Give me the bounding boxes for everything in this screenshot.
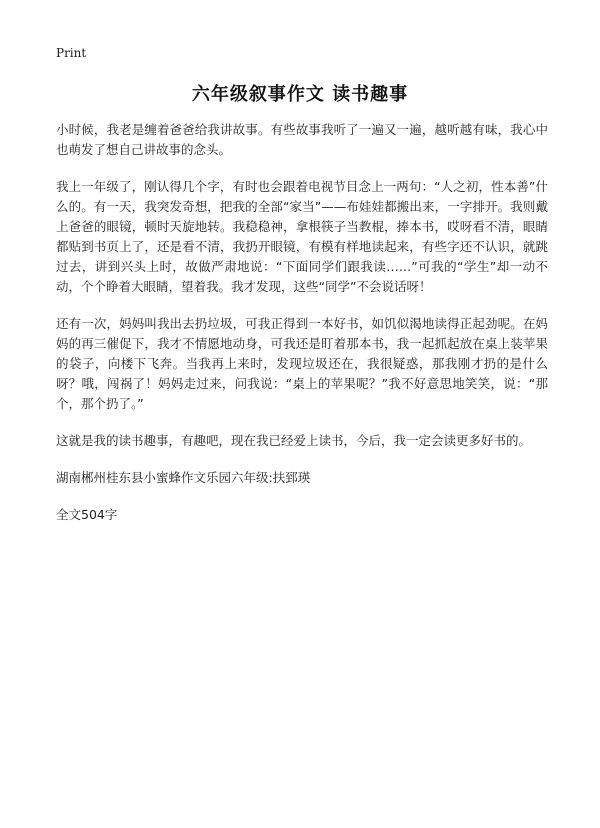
article-title: 六年级叙事作文 读书趣事 [191, 84, 409, 105]
print-link[interactable]: Print [56, 46, 87, 60]
paragraph-4: 这就是我的读书趣事，有趣吧，现在我已经爱上读书，今后，我一定会读更多好书的。 [56, 433, 532, 448]
word-count: 全文504字 [56, 507, 118, 522]
author-byline: 湖南郴州桂东县小蜜蜂作文乐园六年级:扶郅瑛 [56, 470, 311, 485]
paragraph-2: 我上一年级了，刚认得几个字，有时也会跟着电视节目念上一两句：“人之初，性本善”什么的。有一天，我突发奇想，把我的全部“家当”——布娃娃都搬出来，一字排开。我则戴上爸爸的眼镜，顿时天旋地转。我稳稳神，拿根筷子当教棍，捧本书，哎呀看不清，眼睛都贴到书页上了，还是看不清，我扔开眼镜，有模有样地读起来，有些字还不认识，就跳过去，讲到兴头上时，故做严肃地说：“下面同学们跟我读……”可我的“学生”却一动不动，个个睁着大眼睛，望着我。我才发现，这些“同学”不会说话呀！ [56, 179, 548, 294]
paragraph-3: 还有一次，妈妈叫我出去扔垃圾，可我正得到一本好书，如饥似渴地读得正起劲呢。在妈妈的再三催促下，我才不情愿地动身，可我还是盯着那本书，我一起抓起放在桌上装苹果的袋子，向楼下飞奔。当我再上来时，发现垃圾还在，我很疑惑，那我刚才扔的是什么呀？哦，闯祸了！妈妈走过来，问我说：“桌上的苹果呢？”我不好意思地笑笑，说：“那个，那个扔了。” [56, 316, 548, 411]
article-body [56, 120, 548, 525]
paragraph-1: 小时候，我老是缠着爸爸给我讲故事。有些故事我听了一遍又一遍，越听越有味，我心中也萌发了想自己讲故事的念头。 [56, 122, 548, 157]
